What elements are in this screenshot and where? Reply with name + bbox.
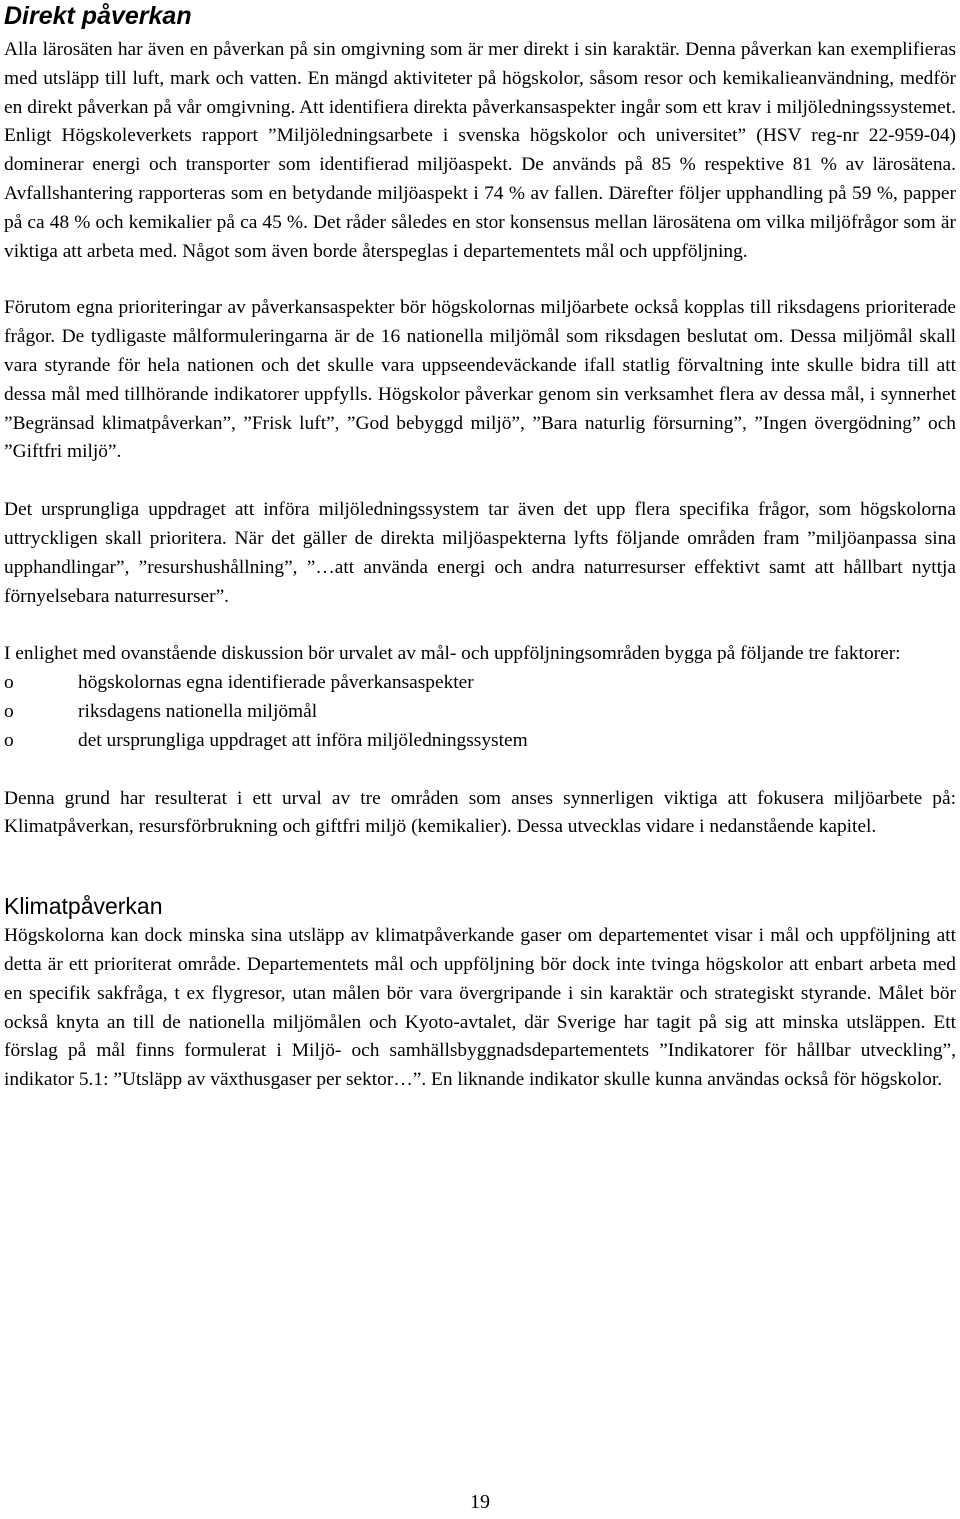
paragraph-1: Alla lärosäten har även en påverkan på sin omgivning som är mer direkt i sin karaktär. Denna påverkan kan exemplifieras med utsläpp till luft, mark och vatten. En mängd aktiviteter på högskolor, såsom resor och kemikalieanvändning, medför en direkt påverkan på vår omgivning. Att identifiera direkta påverkansaspekter ingår som ett krav i miljöledningssystemet. Enligt Högskoleverkets rapport ”Miljöledningsarbete i svenska högskolor och universitet” (HSV reg-nr 22-959-04) dominerar energi och transporter som identifierad miljöaspekt. De används på 85 % respektive 81 % av lärosätena. Avfallshantering rapporteras som en betydande miljöaspekt i 74 % av fallen. Därefter följer upphandling på 59 %, papper på ca 48 % och kemikalier på ca 45 %. Det råder således en stor konsensus mellan lärosätena om vilka miljöfrågor som är viktiga att arbeta med. Något som även borde återspeglas i departementets mål och uppföljning. — [4, 39, 956, 262]
paragraph-5: Denna grund har resulterat i ett urval av tre områden som anses synnerligen viktiga att fokusera miljöarbete på: Klimatpåverkan, resursförbrukning och giftfri miljö (kemikalier). Dessa utvecklas vidare i nedanstående kapitel. — [4, 787, 956, 838]
section-heading-direkt-paverkan: Direkt påverkan — [4, 2, 192, 30]
paragraph-4: I enlighet med ovanstående diskussion bör urvalet av mål- och uppföljningsområden bygga på följande tre faktorer: — [4, 643, 901, 665]
page-number: 19 — [470, 1491, 490, 1513]
list-bullet: o — [4, 729, 14, 751]
paragraph-2: Förutom egna prioriteringar av påverkansaspekter bör högskolornas miljöarbete också kopplas till riksdagens prioriterade frågor. De tydligaste målformuleringarna är de 16 nationella miljömål som riksdagen beslutat om. Dessa miljömål skall vara styrande för hela nationen och det skulle vara uppseendeväckande ifall statlig förvaltning inte skulle bidra till att dessa mål med tillhörande indikatorer uppfylls. Högskolor påverkar genom sin verksamhet flera av dessa mål, i synnerhet ”Begränsad klimatpåverkan”, ”Frisk luft”, ”God bebyggd miljö”, ”Bara naturlig försurning”, ”Ingen övergödning” och ”Giftfri miljö”. — [4, 297, 956, 463]
list-item — [4, 698, 956, 727]
list-bullet: o — [4, 700, 14, 722]
section-heading-klimatpaverkan: Klimatpåverkan — [4, 893, 163, 920]
list-bullet: o — [4, 672, 14, 694]
document-page — [4, 0, 956, 1095]
paragraph-6: Högskolorna kan dock minska sina utsläpp av klimatpåverkande gaser om departementet visar i mål och uppföljning att detta är ett prioriterat område. Departementets mål och uppföljning bör dock inte tvinga högskolor att enbart arbeta med en specifik sakfråga, t ex flygresor, utan målen bör vara övergripande i sin karaktär och strategiskt styrande. Målet bör också knyta an till de nationella miljömålen och Kyoto-avtalet, där Sverige har tagit på sig att minska utsläppen. Ett förslag på mål finns formulerat i Miljö- och samhällsbyggnadsdepartementets ”Indikatorer för hållbar utveckling”, indikator 5.1: ”Utsläpp av växthusgaser per sektor…”. En liknande indikator skulle kunna användas också för högskolor. — [4, 925, 956, 1091]
list-item-text: högskolornas egna identifierade påverkansaspekter — [78, 672, 474, 694]
list-item-text: det ursprungliga uppdraget att införa miljöledningssystem — [78, 729, 528, 751]
list-item — [4, 727, 956, 756]
factors-list — [4, 669, 956, 755]
list-item — [4, 669, 956, 698]
list-item-text: riksdagens nationella miljömål — [78, 700, 318, 722]
paragraph-3: Det ursprungliga uppdraget att införa miljöledningssystem tar även det upp flera specifika frågor, som högskolorna uttryckligen skall prioritera. När det gäller de direkta miljöaspekterna lyfts följande områden fram ”miljöanpassa sina upphandlingar”, ”resurshushållning”, ”…att använda energi och andra naturresurser effektivt samt att hållbart nyttja förnyelsebara naturresurser”. — [4, 499, 956, 607]
